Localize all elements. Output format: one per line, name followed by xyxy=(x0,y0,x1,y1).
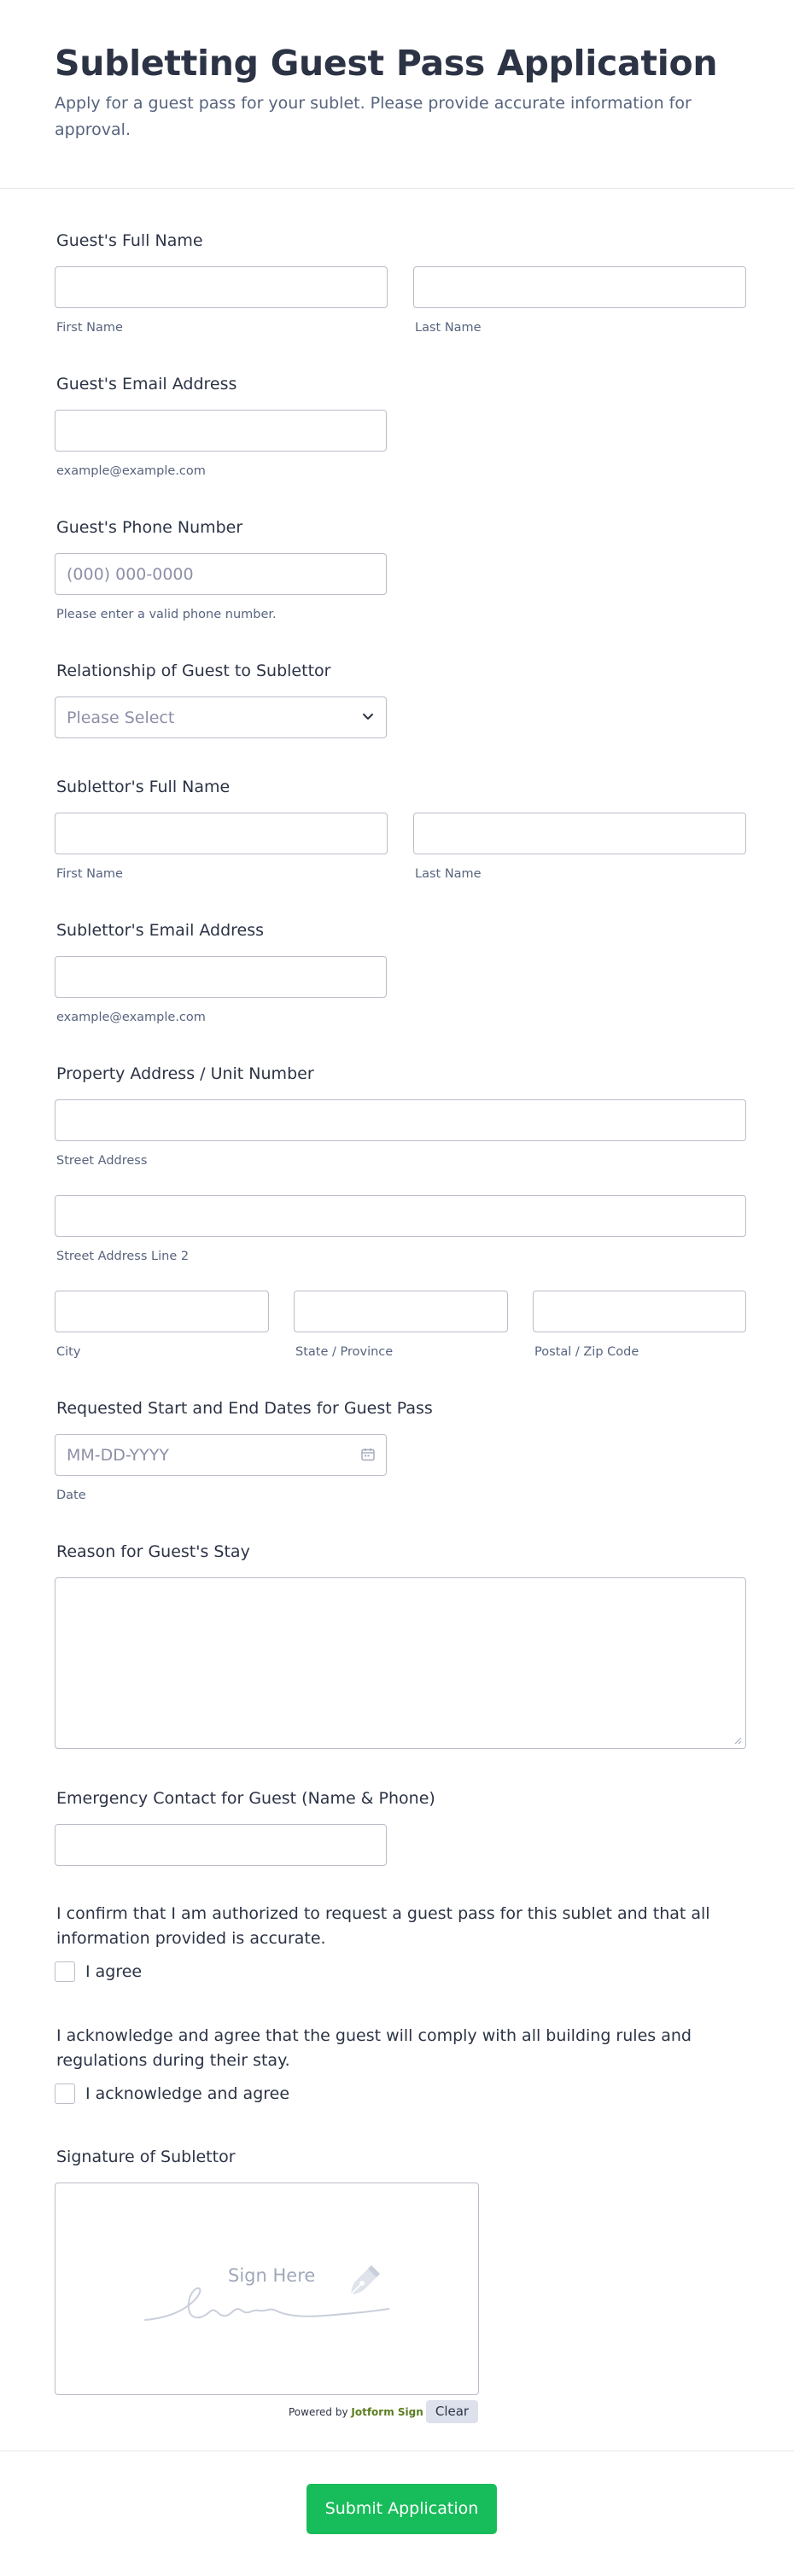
sublettor-last-name-sublabel: Last Name xyxy=(415,867,482,881)
relationship-select[interactable] xyxy=(55,696,387,738)
street-address-input[interactable] xyxy=(55,1099,746,1141)
sublettor-email-sublabel: example@example.com xyxy=(56,1011,206,1024)
page-subtitle: Apply for a guest pass for your sublet. Please provide accurate information for approval. xyxy=(55,94,692,139)
reason-textarea[interactable] xyxy=(55,1577,746,1749)
sublettor-name-label: Sublettor's Full Name xyxy=(56,778,231,796)
zip-sublabel: Postal / Zip Code xyxy=(534,1345,639,1359)
resize-handle-icon[interactable] xyxy=(733,1736,742,1745)
guest-first-name-sublabel: First Name xyxy=(56,321,123,335)
sublettor-first-name-sublabel: First Name xyxy=(56,867,123,881)
chevron-down-icon xyxy=(359,707,377,726)
sign-here-placeholder: Sign Here xyxy=(228,2265,316,2286)
city-sublabel: City xyxy=(56,1345,81,1359)
date-placeholder: MM-DD-YYYY xyxy=(67,1446,169,1465)
street-address-line2-sublabel: Street Address Line 2 xyxy=(56,1250,190,1263)
guest-phone-label: Guest's Phone Number xyxy=(56,518,243,537)
guest-last-name-input[interactable] xyxy=(413,266,746,308)
reason-label: Reason for Guest's Stay xyxy=(56,1542,250,1561)
street-address-sublabel: Street Address xyxy=(56,1154,148,1168)
guest-phone-placeholder: (000) 000-0000 xyxy=(67,565,194,584)
signature-label: Signature of Sublettor xyxy=(56,2148,236,2166)
date-sublabel: Date xyxy=(56,1489,86,1502)
dates-label: Requested Start and End Dates for Guest Pass xyxy=(56,1399,433,1418)
guest-email-label: Guest's Email Address xyxy=(56,375,237,393)
zip-input[interactable] xyxy=(533,1291,746,1332)
sublettor-first-name-input[interactable] xyxy=(55,813,388,854)
agree-option-label[interactable]: I agree xyxy=(85,1962,143,1981)
acknowledge-label: I acknowledge and agree that the guest will comply with all building rules and regulations during their stay. xyxy=(56,2026,692,2070)
relationship-selected-value: Please Select xyxy=(67,708,175,727)
submit-button[interactable]: Submit Application xyxy=(307,2484,497,2534)
date-input[interactable] xyxy=(55,1434,387,1476)
signature-pad[interactable] xyxy=(55,2183,479,2395)
powered-prefix: Powered by xyxy=(289,2406,348,2418)
clear-signature-button[interactable]: Clear xyxy=(426,2400,478,2423)
guest-email-input[interactable] xyxy=(55,410,387,452)
powered-by-text xyxy=(289,2406,423,2418)
agree-checkbox[interactable] xyxy=(55,1961,75,1982)
relationship-label: Relationship of Guest to Sublettor xyxy=(56,661,331,680)
confirm-label: I confirm that I am authorized to request a guest pass for this sublet and that all information provided is accurate. xyxy=(56,1904,710,1948)
guest-phone-sublabel: Please enter a valid phone number. xyxy=(56,608,277,621)
pen-icon xyxy=(346,2262,383,2299)
street-address-line2-input[interactable] xyxy=(55,1195,746,1237)
emergency-input[interactable] xyxy=(55,1824,387,1866)
emergency-label: Emergency Contact for Guest (Name & Phone) xyxy=(56,1789,435,1808)
header-divider xyxy=(0,188,794,189)
guest-first-name-input[interactable] xyxy=(55,266,388,308)
sublettor-email-label: Sublettor's Email Address xyxy=(56,921,265,940)
guest-phone-input[interactable] xyxy=(55,553,387,595)
state-input[interactable] xyxy=(294,1291,508,1332)
guest-email-sublabel: example@example.com xyxy=(56,464,206,478)
page-title: Subletting Guest Pass Application xyxy=(55,43,718,84)
guest-name-label: Guest's Full Name xyxy=(56,231,203,250)
sublettor-last-name-input[interactable] xyxy=(413,813,746,854)
sublettor-email-input[interactable] xyxy=(55,956,387,998)
calendar-icon[interactable] xyxy=(360,1447,376,1462)
acknowledge-checkbox[interactable] xyxy=(55,2084,75,2104)
jotform-sign-brand: Jotform Sign xyxy=(351,2406,423,2418)
city-input[interactable] xyxy=(55,1291,269,1332)
guest-last-name-sublabel: Last Name xyxy=(415,321,482,335)
state-sublabel: State / Province xyxy=(295,1345,394,1359)
acknowledge-option-label[interactable]: I acknowledge and agree xyxy=(85,2084,290,2103)
address-label: Property Address / Unit Number xyxy=(56,1064,314,1083)
